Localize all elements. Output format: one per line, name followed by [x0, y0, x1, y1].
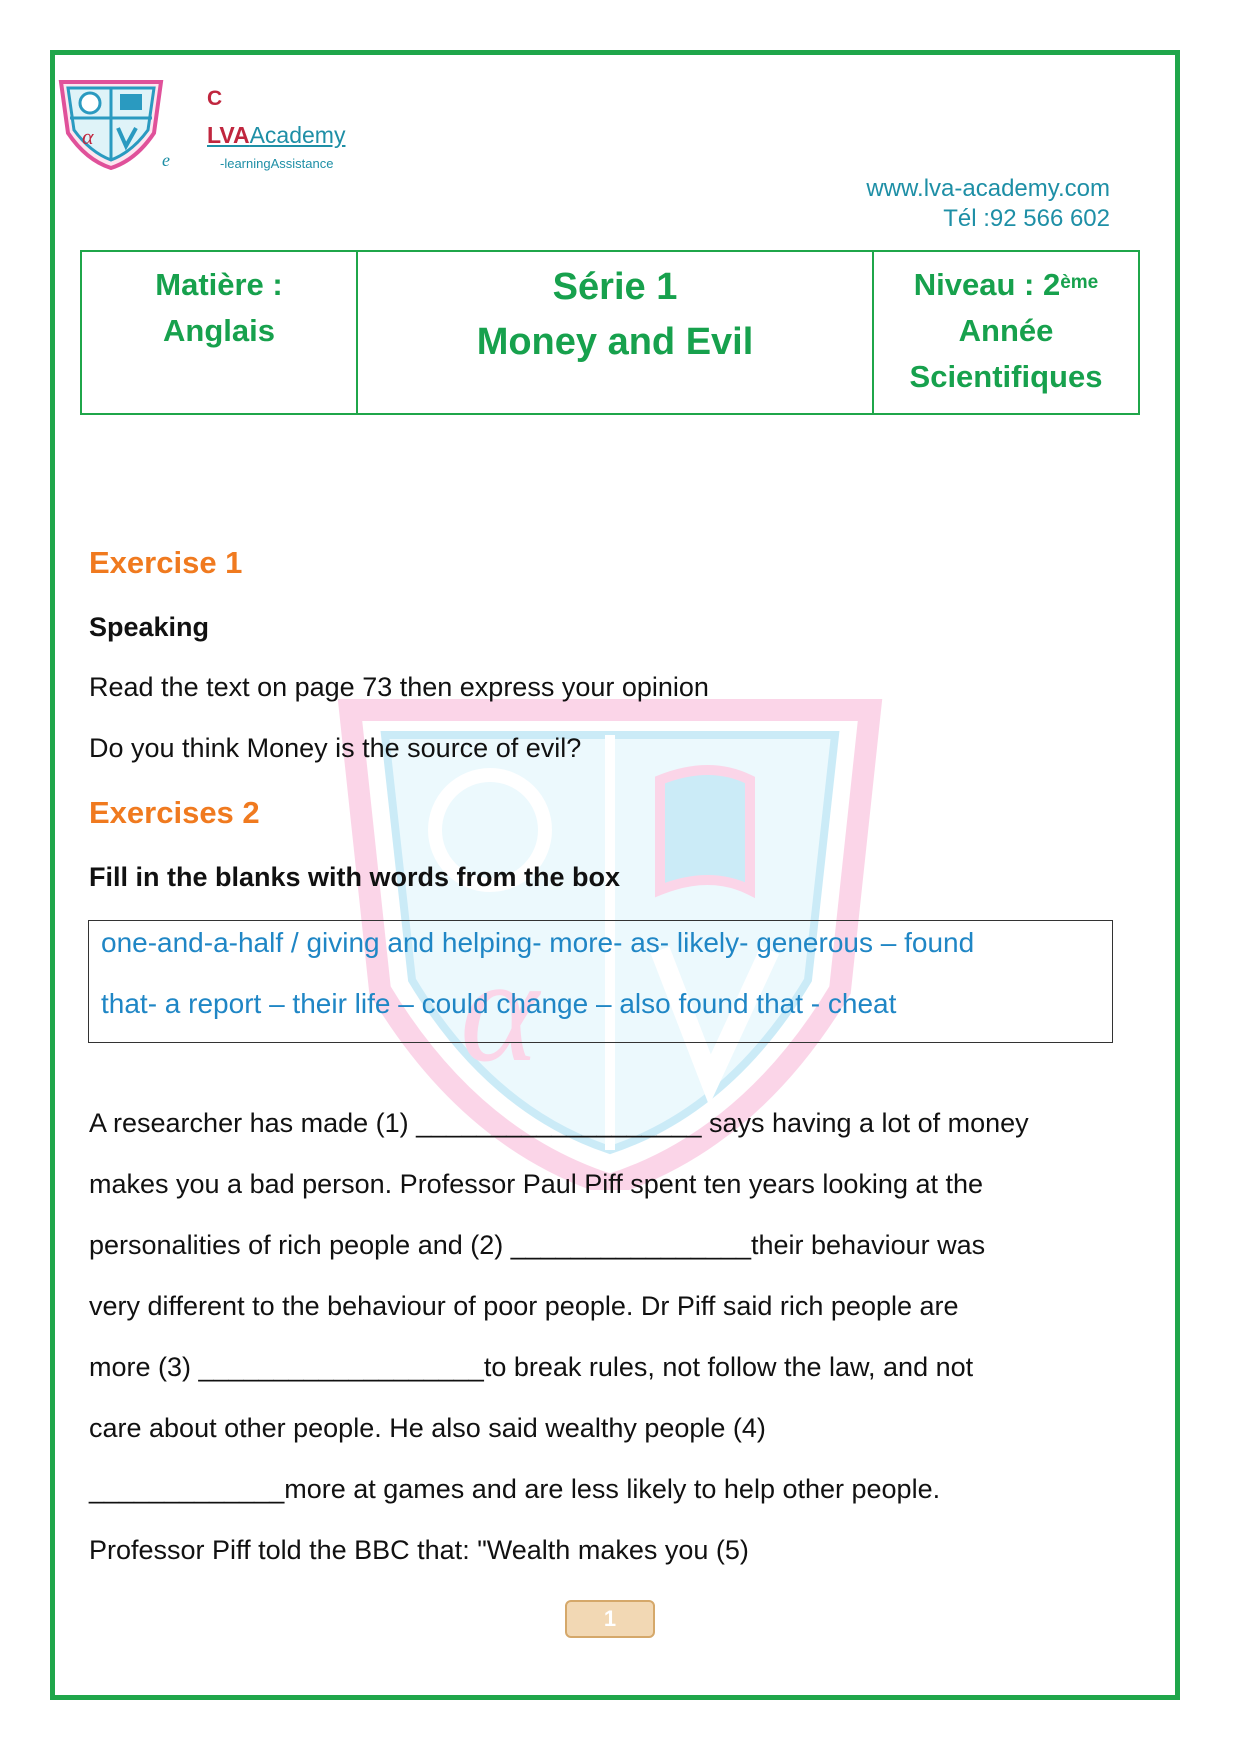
word-box-line2: that- a report – their life – could change – also found that - cheat: [101, 988, 897, 1019]
level-line: [874, 262, 1138, 308]
level-track: Scientifiques: [909, 359, 1103, 394]
level-sup: ème: [1060, 272, 1099, 293]
phone-number: Tél :92 566 602: [943, 205, 1110, 232]
website-link[interactable]: www.lva-academy.com: [866, 175, 1110, 202]
paragraph-line: care about other people. He also said wealthy people (4): [89, 1413, 766, 1443]
brand-tagline: -learningAssistance: [220, 156, 334, 171]
paragraph-line: more (3) ___________________to break rules, not follow the law, and not: [89, 1352, 974, 1382]
level-label: Niveau : 2: [913, 267, 1061, 302]
contact-block: [866, 174, 1110, 234]
exercise1-line2: Do you think Money is the source of evil?: [89, 733, 582, 763]
title-cell: [358, 252, 874, 413]
svg-text:α: α: [82, 124, 94, 149]
brand-name: [207, 122, 345, 149]
svg-text:α: α: [460, 927, 539, 1093]
paragraph-line: makes you a bad person. Professor Paul Piff spent ten years looking at the: [89, 1169, 984, 1199]
level-cell: [874, 252, 1138, 413]
brand-academy: Academy: [249, 122, 346, 148]
exercise1-title: Exercise 1: [89, 545, 243, 580]
subject-cell: [82, 252, 358, 413]
word-box-line1: one-and-a-half / giving and helping- more- as- likely- generous – found: [101, 927, 975, 958]
exercise2-instruction: Fill in the blanks with words from the box: [89, 862, 621, 892]
exercise1-subtitle: Speaking: [89, 612, 210, 642]
brand-letter: C: [207, 87, 223, 110]
paragraph-line: Professor Piff told the BBC that: "Wealth makes you (5): [89, 1535, 749, 1565]
page-number: 1: [565, 1600, 655, 1638]
brand-e: e: [162, 150, 170, 170]
series-title: Série 1: [552, 266, 678, 308]
academy-logo-icon: [56, 78, 166, 170]
header-table: [80, 250, 1140, 415]
topic-title: Money and Evil: [476, 321, 754, 363]
brand-lva: LVA: [207, 122, 250, 148]
paragraph-line: very different to the behaviour of poor people. Dr Piff said rich people are: [89, 1291, 959, 1321]
paragraph-line: A researcher has made (1) ___________________ says having a lot of money: [89, 1108, 1029, 1138]
subject-label: Matière :: [155, 267, 283, 302]
word-box: [88, 920, 1113, 1043]
exercise1-line1: Read the text on page 73 then express your opinion: [89, 672, 709, 702]
level-year: Année: [958, 313, 1054, 348]
paragraph-line: personalities of rich people and (2) ________________their behaviour was: [89, 1230, 986, 1260]
subject-value: Anglais: [163, 313, 275, 348]
exercise2-title: Exercises 2: [89, 795, 260, 830]
paragraph-line: _____________more at games and are less likely to help other people.: [89, 1474, 941, 1504]
